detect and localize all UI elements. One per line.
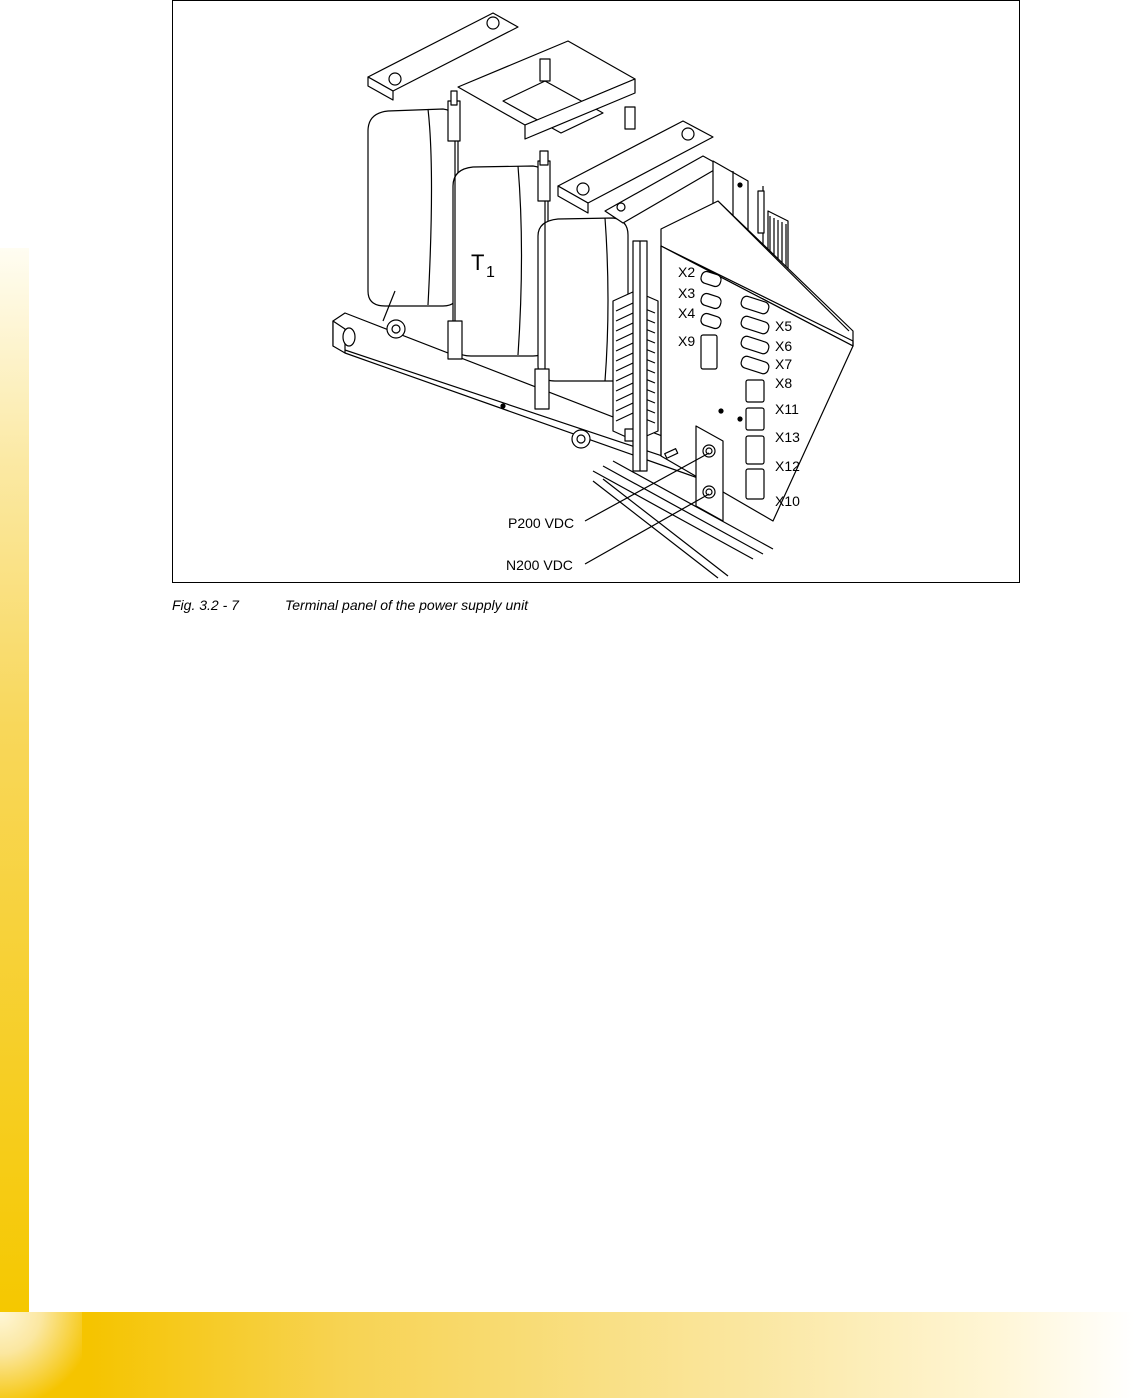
side-accent-bar — [0, 248, 29, 1312]
label-x12: X12 — [775, 458, 800, 474]
label-x7: X7 — [775, 356, 793, 372]
label-x8: X8 — [775, 375, 793, 391]
footer-corner-decoration — [0, 1312, 82, 1398]
label-x9: X9 — [678, 333, 696, 349]
connector-x11 — [746, 380, 764, 402]
label-x10: X10 — [775, 493, 800, 509]
figure-frame — [172, 0, 1020, 583]
connector-x10 — [746, 469, 764, 499]
label-n200-vdc: N200 VDC — [506, 557, 573, 573]
label-x2: X2 — [678, 264, 696, 280]
label-x3: X3 — [678, 285, 696, 301]
transformer-subscript: 1 — [486, 264, 495, 281]
footer-accent-bar — [0, 1312, 1135, 1398]
connector-x12 — [746, 436, 764, 464]
connector-x9 — [701, 335, 717, 369]
label-x4: X4 — [678, 305, 696, 321]
label-x11: X11 — [775, 401, 799, 417]
figure-caption — [172, 597, 1020, 617]
figure-caption-text: Terminal panel of the power supply unit — [285, 597, 529, 613]
connector-x13 — [746, 408, 764, 430]
label-x6: X6 — [775, 338, 793, 354]
transformer-letter: T — [471, 250, 485, 275]
figure-number: Fig. 3.2 - 7 — [172, 597, 239, 613]
label-x13: X13 — [775, 429, 800, 445]
label-p200-vdc: P200 VDC — [508, 515, 575, 531]
label-x5: X5 — [775, 318, 793, 334]
power-supply-drawing — [173, 1, 1021, 584]
